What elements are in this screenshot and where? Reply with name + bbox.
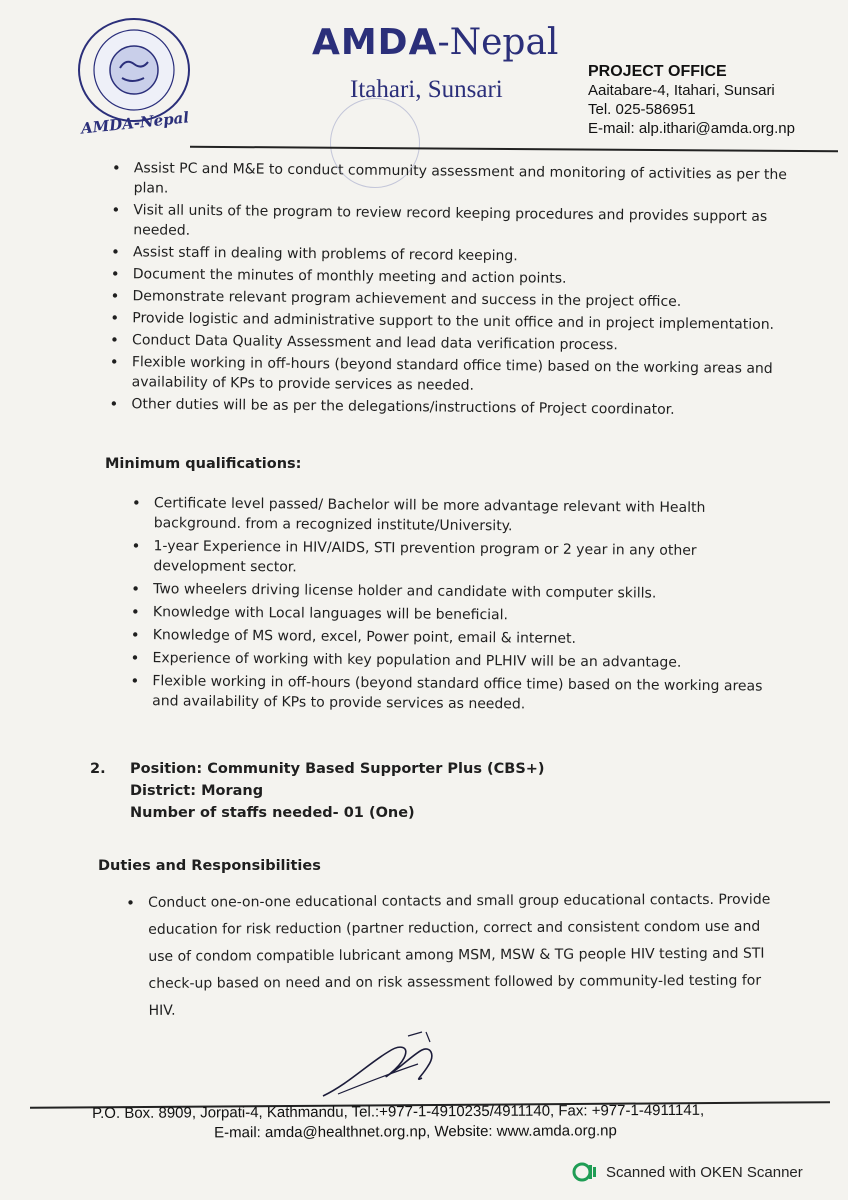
project-office-tel: Tel. 025-586951 <box>588 101 696 118</box>
brand-subtitle: Itahari, Sunsari <box>350 76 503 103</box>
list-item: • Experience of working with key population and PLHIV will be an advantage. <box>130 648 780 674</box>
list-item: • 1-year Experience in HIV/AIDS, STI prevention program or 2 year in any other development sector. <box>131 536 781 582</box>
list-item: • Document the minutes of monthly meeting and action points. <box>111 264 791 291</box>
signature-icon <box>318 1024 458 1104</box>
list-item: • Assist PC and M&E to conduct community assessment and monitoring of activities as per the plan. <box>112 158 792 205</box>
list-item: • Visit all units of the program to review record keeping procedures and provides support as needed. <box>111 200 791 247</box>
project-office-email: E-mail: alp.ithari@amda.org.np <box>588 120 795 137</box>
position-district: District: Morang <box>130 783 264 799</box>
list-item: • Provide logistic and administrative support to the unit office and in project implementation. <box>110 308 790 335</box>
logo-caption: AMDA-Nepal <box>80 108 190 138</box>
list-item: • Conduct one-on-one educational contacts and small group educational contacts. Provide education for risk reduction (partner reduction, correct and consistent condom use and use of condom compatible lubricant among MSM, MSW & TG people HIV testing and STI check-up based on need and on risk assessment followed by community-led testing for HIV. <box>126 887 787 1025</box>
duties-heading: Duties and Responsibilities <box>98 858 321 874</box>
position-block <box>90 758 545 824</box>
amda-seal-icon <box>78 18 190 122</box>
list-item: • Assist staff in dealing with problems of record keeping. <box>111 242 791 269</box>
header-rule <box>190 146 838 153</box>
scanner-badge <box>572 1161 803 1183</box>
list-item: • Other duties will be as per the delegations/instructions of Project coordinator. <box>109 394 789 421</box>
brand-bold: AMDA <box>312 22 438 63</box>
project-office-address: Aaitabare-4, Itahari, Sunsari <box>588 82 775 99</box>
duties-list <box>126 887 787 1025</box>
project-office-block <box>588 62 795 138</box>
project-office-title: PROJECT OFFICE <box>588 63 727 80</box>
list-item: • Conduct Data Quality Assessment and lead data verification process. <box>110 330 790 357</box>
qualifications-list <box>130 493 782 720</box>
qualifications-heading: Minimum qualifications: <box>105 456 302 472</box>
brand-title <box>312 22 572 63</box>
footer-line-2: E-mail: amda@healthnet.org.np, Website: www.amda.org.np <box>214 1122 617 1142</box>
list-item: • Knowledge of MS word, excel, Power point, email & internet. <box>131 625 781 651</box>
list-item: • Knowledge with Local languages will be beneficial. <box>131 602 781 628</box>
duties-continued-list <box>109 158 792 423</box>
position-number: 2. <box>90 761 106 777</box>
footer-line-1: P.O. Box. 8909, Jorpati-4, Kathmandu, Tel.:+977-1-4910235/4911140, Fax: +977-1-4911141, <box>92 1101 705 1122</box>
list-item: • Flexible working in off-hours (beyond standard office time) based on the working areas and availability of KPs to provide services as needed. <box>130 671 780 717</box>
list-item: • Demonstrate relevant program achievement and success in the project office. <box>110 286 790 313</box>
oken-scanner-icon <box>572 1161 598 1183</box>
list-item: • Certificate level passed/ Bachelor will be more advantage relevant with Health background. from a recognized institute/University. <box>132 493 782 539</box>
position-title: Position: Community Based Supporter Plus (CBS+) <box>130 761 545 777</box>
list-item: • Flexible working in off-hours (beyond standard office time) based on the working areas and availability of KPs to provide services as needed. <box>110 352 790 399</box>
footer <box>92 1100 812 1144</box>
scanner-label: Scanned with OKEN Scanner <box>606 1163 803 1181</box>
list-item: • Two wheelers driving license holder and candidate with computer skills. <box>131 579 781 605</box>
position-staffs: Number of staffs needed- 01 (One) <box>130 805 415 821</box>
brand-rest: -Nepal <box>437 22 559 63</box>
amda-logo <box>70 18 200 138</box>
